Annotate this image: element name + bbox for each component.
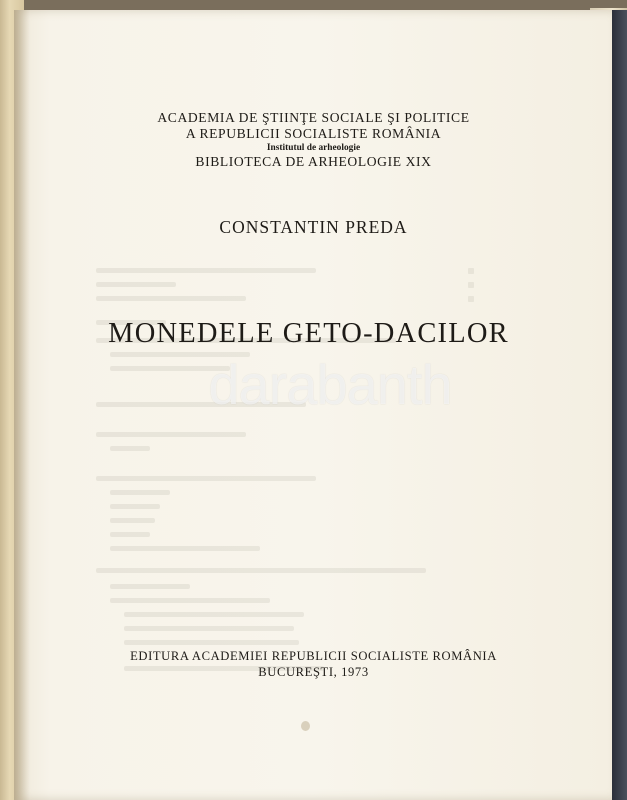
publisher-name: EDITURA ACADEMIEI REPUBLICII SOCIALISTE ROMÂNIA <box>130 649 497 663</box>
publication-place-year: BUCUREŞTI, 1973 <box>258 665 369 679</box>
academy-name-line-1: ACADEMIA DE ŞTIINŢE SOCIALE ŞI POLITICE <box>157 110 470 125</box>
series-name: BIBLIOTECA DE ARHEOLOGIE XIX <box>195 154 432 169</box>
book-title: MONEDELE GETO-DACILOR <box>108 318 509 349</box>
book-author: CONSTANTIN PREDA <box>219 217 408 237</box>
academy-name-line-2: A REPUBLICII SOCIALISTE ROMÂNIA <box>185 126 442 141</box>
paper-stain <box>301 721 310 731</box>
watermark: darabanth <box>208 353 452 416</box>
institute-name: Institutul de arheologie <box>266 143 361 153</box>
